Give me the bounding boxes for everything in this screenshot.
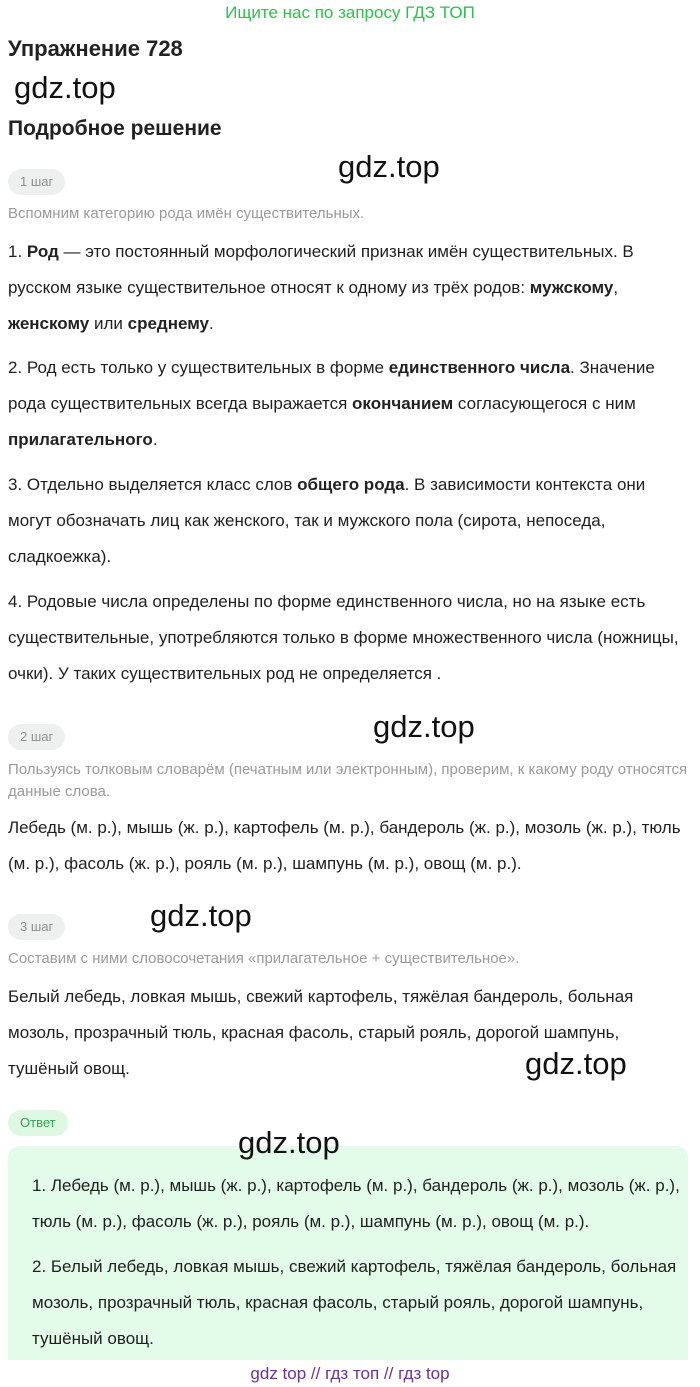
search-banner[interactable]: Ищите нас по запросу ГДЗ ТОП (225, 3, 475, 22)
watermark: gdz.top (338, 149, 440, 184)
exercise-title: Упражнение 728 (8, 36, 183, 61)
answer-box (8, 1146, 688, 1360)
answer-chip: Ответ (8, 1110, 68, 1136)
watermark: gdz.top (238, 1125, 340, 1160)
step-1-chip: 1 шаг (8, 169, 65, 195)
watermark: gdz.top (525, 1046, 627, 1081)
answer-item-1: 1. Лебедь (м. р.), мышь (ж. р.), картофель (м. р.), бандероль (ж. р.), мозоль (ж. р.), тюль (м. р.), фасоль (ж. р.), рояль (м. р.), шампунь (м. р.), овощ (м. р.). (32, 1176, 680, 1231)
step-1-paragraph-2: 2. Род есть только у существительных в форме единственного числа. Значение рода существительных всегда выражается окончанием согласующегося с ним прилагательного. (8, 358, 655, 449)
step-1-paragraph-3: 3. Отдельно выделяется класс слов общего рода. В зависимости контекста они могут обозначать лиц как женского, так и мужского пола (сирота, непоседа, сладкоежка). (8, 475, 646, 566)
step-1-paragraph-1: 1. Род — это постоянный морфологический признак имён существительных. В русском языке существительное относят к одному из трёх родов: мужскому, женскому или среднему. (8, 242, 634, 333)
step-2-chip: 2 шаг (8, 724, 65, 750)
step-1-paragraph-4: 4. Родовые числа определены по форме единственного числа, но на языке есть существительные, употребляются только в форме множественного числа (ножницы, очки). У таких существительных род не определяется . (8, 592, 679, 683)
step-3-chip: 3 шаг (8, 914, 65, 940)
step-2-hint: Пользуясь толковым словарём (печатным или электронным), проверим, к какому роду относятся данные слова. (8, 761, 688, 800)
step-3-hint: Составим с ними словосочетания «прилагательное + существительное». (8, 950, 520, 967)
watermark: gdz.top (150, 898, 252, 933)
footer-links[interactable]: gdz top // гдз топ // гдз top (250, 1364, 450, 1383)
watermark: gdz.top (373, 709, 475, 744)
step-2-text: Лебедь (м. р.), мышь (ж. р.), картофель (м. р.), бандероль (ж. р.), мозоль (ж. р.), тюль (м. р.), фасоль (ж. р.), рояль (м. р.), шампунь (м. р.), овощ (м. р.). (8, 818, 681, 873)
answer-item-2: 2. Белый лебедь, ловкая мышь, свежий картофель, тяжёлая бандероль, больная мозоль, прозрачный тюль, красная фасоль, старый рояль, дорогой шампунь, тушёный овощ. (32, 1257, 677, 1348)
step-1-hint: Вспомним категорию рода имён существительных. (8, 205, 365, 222)
section-title: Подробное решение (8, 117, 222, 140)
step-3-text: Белый лебедь, ловкая мышь, свежий картофель, тяжёлая бандероль, больная мозоль, прозрачный тюль, красная фасоль, старый рояль, дорогой шампунь, тушёный овощ. (8, 987, 634, 1078)
watermark: gdz.top (14, 70, 116, 105)
